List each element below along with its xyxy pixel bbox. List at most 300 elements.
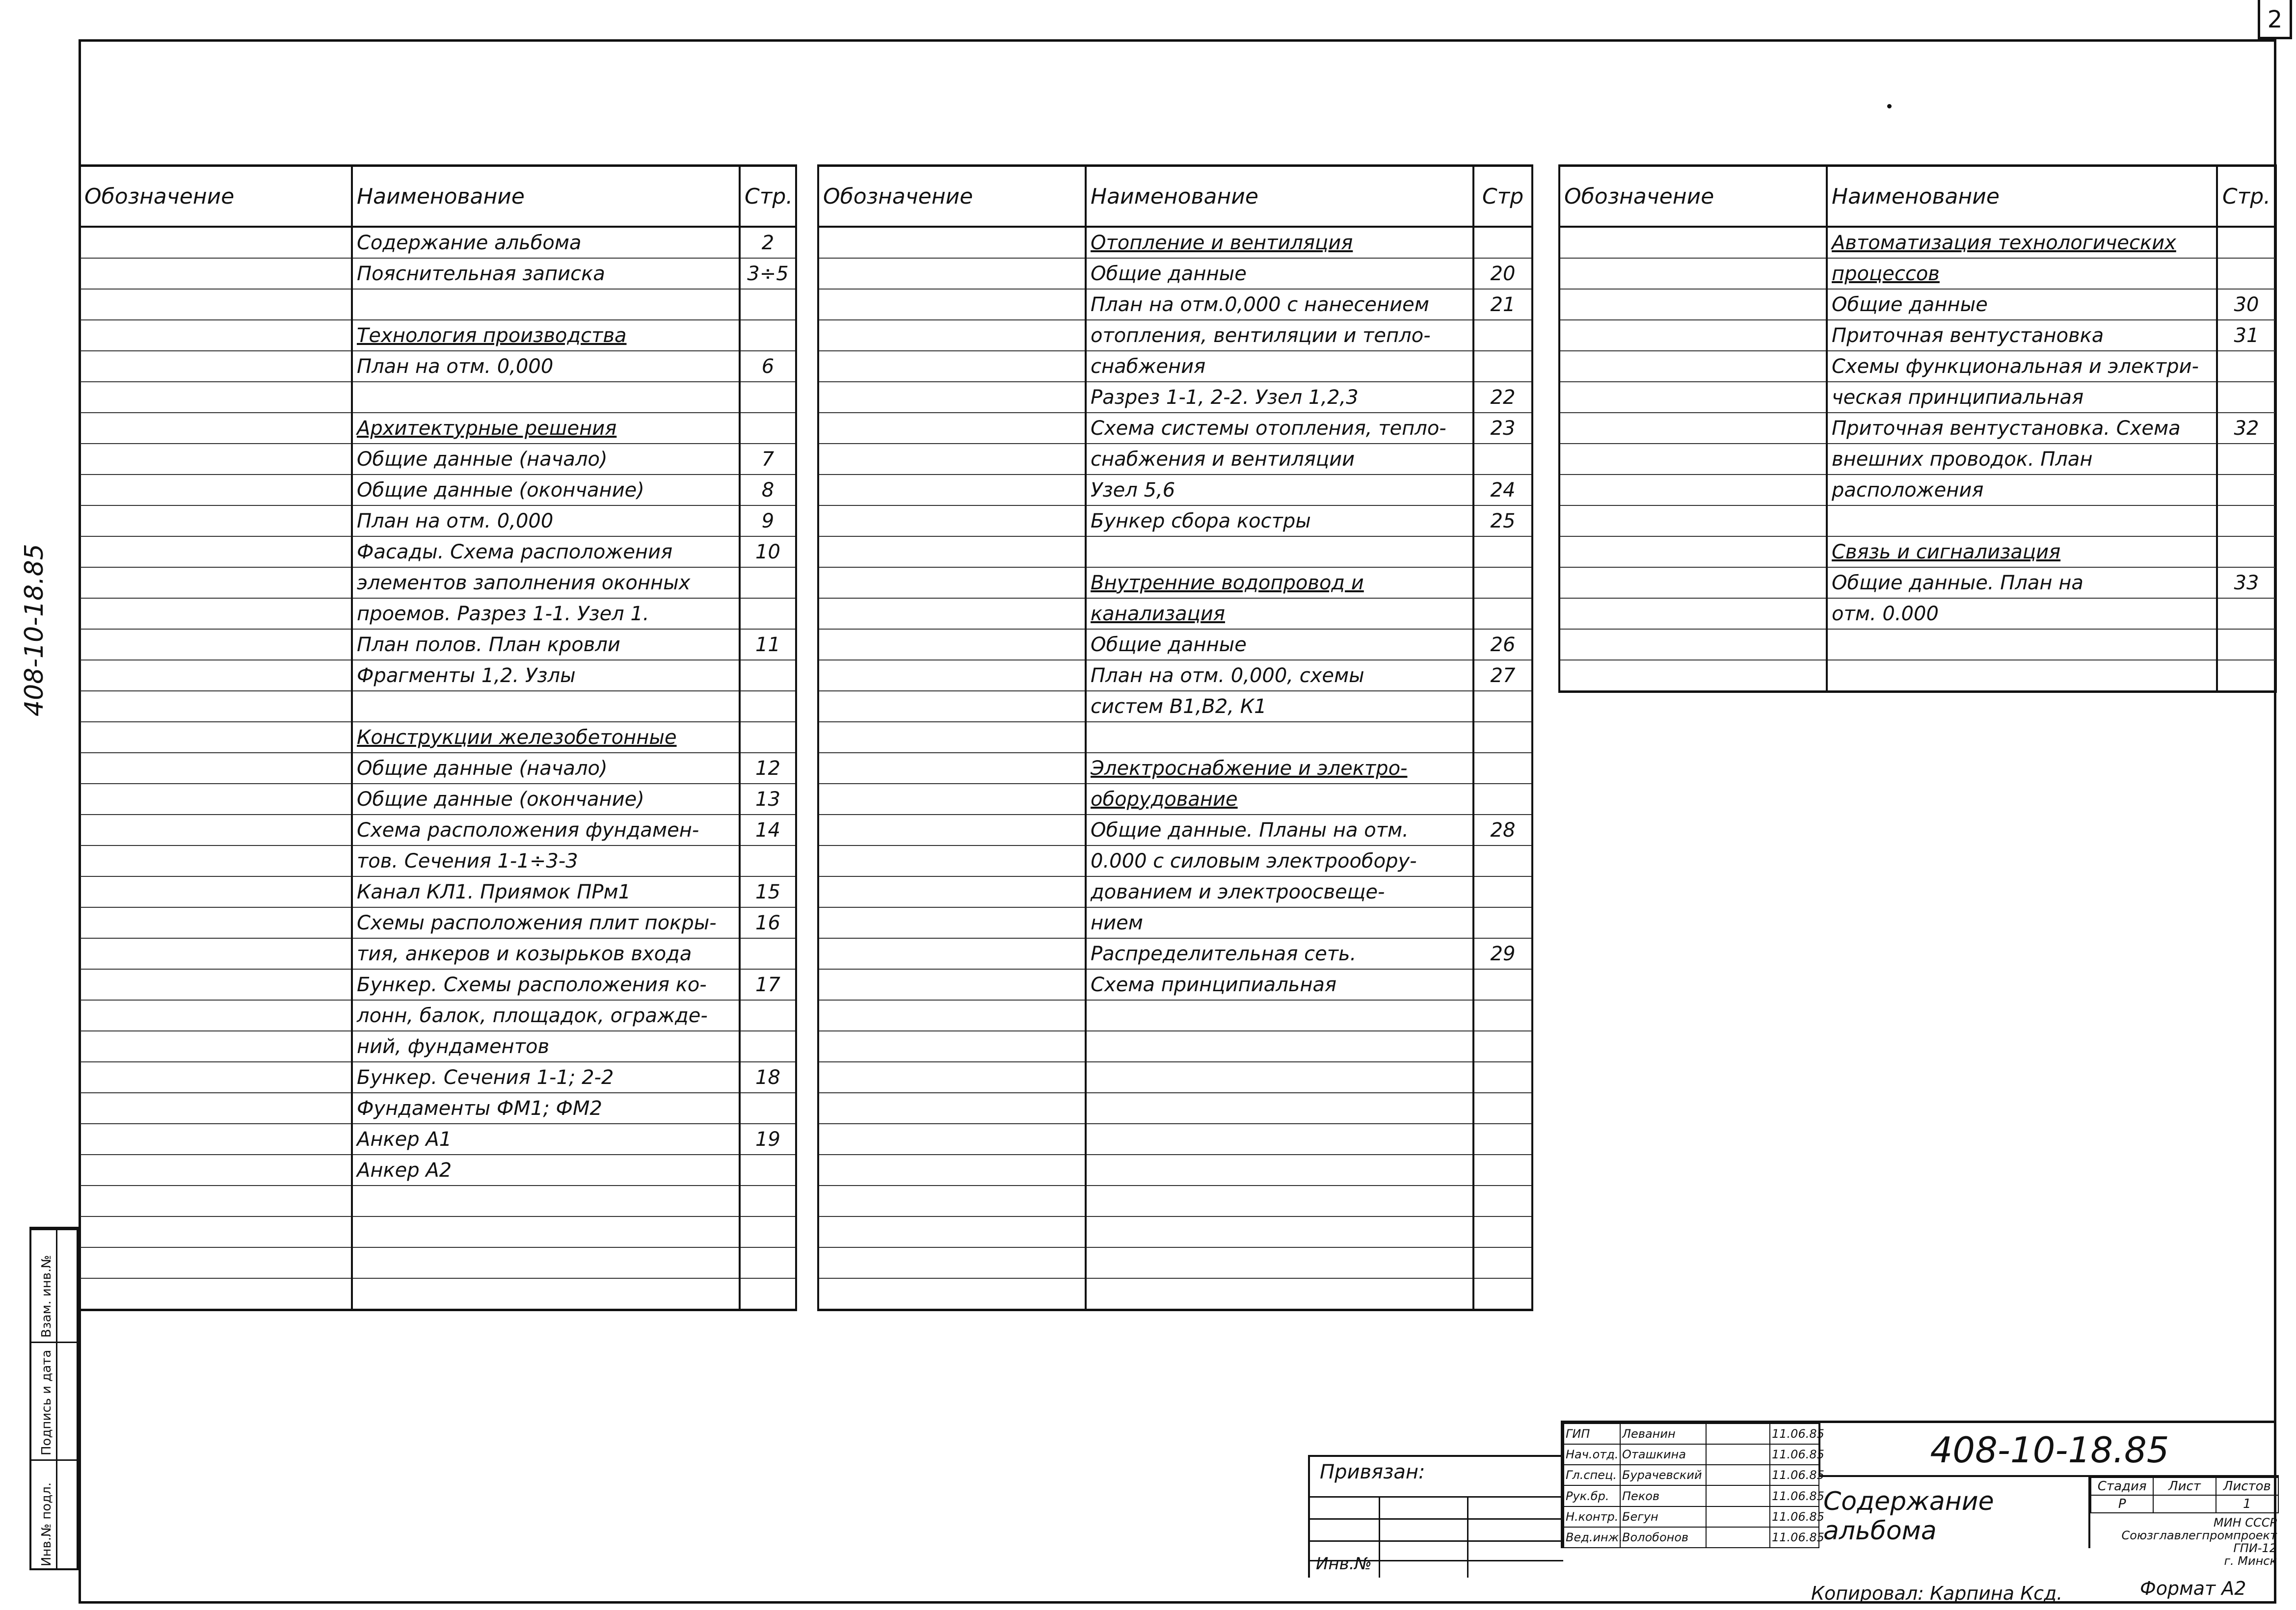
table-row (818, 413, 1532, 444)
designation-cell (1559, 444, 1827, 475)
sheet-value (2153, 1495, 2216, 1513)
signature-row (1564, 1485, 1819, 1506)
table-row (80, 1155, 796, 1186)
header-page: Стр. (2217, 166, 2276, 227)
table-row (80, 1062, 796, 1093)
name-cell: проемов. Разрез 1-1. Узел 1. (352, 598, 740, 629)
name-cell: Общие данные (1086, 629, 1473, 660)
signature-mark (1706, 1527, 1770, 1548)
table-row (818, 1124, 1532, 1155)
table-row (80, 1000, 796, 1031)
table-row (818, 1247, 1532, 1278)
designation-cell (818, 876, 1086, 907)
header-name: Наименование (1086, 166, 1473, 227)
name-cell: Узел 5,6 (1086, 475, 1473, 505)
page-cell (2217, 258, 2276, 289)
sheet-number: 2 (2258, 0, 2292, 39)
table-row (818, 907, 1532, 938)
table-row (80, 1247, 796, 1278)
document-title-line2: альбома (1823, 1516, 1937, 1546)
page-cell (1473, 1031, 1532, 1062)
privyazan-line (1310, 1496, 1563, 1498)
designation-cell (1559, 475, 1827, 505)
organization (2095, 1516, 2277, 1567)
table-row (818, 722, 1532, 753)
page-cell (740, 1031, 796, 1062)
page-cell (1473, 722, 1532, 753)
page-cell: 20 (1473, 258, 1532, 289)
signature-mark (1706, 1465, 1770, 1485)
table-row (1559, 351, 2276, 382)
page-cell: 29 (1473, 938, 1532, 969)
page-cell (740, 938, 796, 969)
table-row (818, 382, 1532, 413)
name-cell: Связь и сигнализация (1827, 536, 2217, 567)
table-row (80, 505, 796, 536)
header-page: Стр. (740, 166, 796, 227)
table-row (80, 289, 796, 320)
contents-table-3 (1558, 164, 2277, 693)
table-row (818, 1155, 1532, 1186)
table-row (80, 907, 796, 938)
sheets-value: 1 (2216, 1495, 2278, 1513)
name-cell (352, 1247, 740, 1278)
designation-cell (80, 938, 352, 969)
name-cell: расположения (1827, 475, 2217, 505)
signature-name: Бегун (1620, 1506, 1706, 1527)
page-cell (740, 289, 796, 320)
page-cell (740, 1000, 796, 1031)
page-cell (1473, 753, 1532, 784)
name-cell: снабжения (1086, 351, 1473, 382)
table-row (818, 1186, 1532, 1216)
name-cell: отм. 0.000 (1827, 598, 2217, 629)
designation-cell (818, 1278, 1086, 1310)
privyazan-col (1467, 1496, 1468, 1578)
org-line: Союзглавлегпромпроект (2121, 1529, 2277, 1542)
name-cell: канализация (1086, 598, 1473, 629)
stage-header: Стадия (2091, 1478, 2153, 1495)
page-cell (1473, 907, 1532, 938)
table-row (80, 475, 796, 505)
designation-cell (80, 258, 352, 289)
designation-cell (80, 691, 352, 722)
table-row (818, 475, 1532, 505)
page-cell (2217, 505, 2276, 536)
name-cell (1086, 1031, 1473, 1062)
name-cell: отопления, вентиляции и тепло- (1086, 320, 1473, 351)
name-cell (1827, 505, 2217, 536)
signature-date: 11.06.85 (1770, 1527, 1819, 1548)
privyazan-col (1379, 1496, 1380, 1578)
designation-cell (818, 475, 1086, 505)
designation-cell (818, 413, 1086, 444)
signature-name: Леванин (1620, 1424, 1706, 1444)
stamp-cell-inv (31, 1459, 77, 1570)
table-row (818, 845, 1532, 876)
signature-row (1564, 1465, 1819, 1485)
name-cell: Фасады. Схема расположения (352, 536, 740, 567)
signature-date: 11.06.85 (1770, 1444, 1819, 1465)
designation-cell (818, 258, 1086, 289)
designation-cell (818, 444, 1086, 475)
name-cell: снабжения и вентиляции (1086, 444, 1473, 475)
copied-by-label: Копировал: Карпина Ксд. (1811, 1583, 2063, 1604)
designation-cell (80, 1278, 352, 1310)
page-cell: 14 (740, 815, 796, 845)
designation-cell (818, 1031, 1086, 1062)
page-cell: 18 (740, 1062, 796, 1093)
inv-label: Инв.№ (1316, 1554, 1372, 1574)
name-cell: лонн, балок, площадок, огражде- (352, 1000, 740, 1031)
name-cell: Бункер. Схемы расположения ко- (352, 969, 740, 1000)
privyazan-label: Привязан: (1320, 1461, 1425, 1483)
page-cell: 30 (2217, 289, 2276, 320)
designation-cell (818, 227, 1086, 258)
designation-cell (80, 1124, 352, 1155)
name-cell (352, 691, 740, 722)
name-cell (1827, 629, 2217, 660)
designation-cell (1559, 598, 1827, 629)
designation-cell (1559, 258, 1827, 289)
designation-cell (80, 660, 352, 691)
table-row (818, 660, 1532, 691)
designation-cell (80, 969, 352, 1000)
table-row (1559, 567, 2276, 598)
stamp-label-replace: Взам. инв.№ (39, 1255, 54, 1338)
table-row (80, 1278, 796, 1310)
page-cell (2217, 475, 2276, 505)
table-row (818, 938, 1532, 969)
table-row (1559, 320, 2276, 351)
table-row (818, 1031, 1532, 1062)
designation-cell (80, 1062, 352, 1093)
name-cell: План полов. План кровли (352, 629, 740, 660)
table-row (1559, 289, 2276, 320)
designation-cell (80, 227, 352, 258)
name-cell: Конструкции железобетонные (352, 722, 740, 753)
table-row (818, 815, 1532, 845)
page-cell (2217, 444, 2276, 475)
sheets-header: Листов (2216, 1478, 2278, 1495)
table-row (818, 536, 1532, 567)
page-cell: 23 (1473, 413, 1532, 444)
name-cell: Схема расположения фундамен- (352, 815, 740, 845)
table-row (818, 629, 1532, 660)
table-row (80, 1124, 796, 1155)
name-cell (1086, 1062, 1473, 1093)
name-cell: План на отм. 0,000 (352, 351, 740, 382)
table-row (818, 227, 1532, 258)
page-cell (1473, 845, 1532, 876)
page-cell: 7 (740, 444, 796, 475)
privyazan-block (1308, 1455, 1563, 1578)
table-row (1559, 536, 2276, 567)
designation-cell (1559, 227, 1827, 258)
name-cell: Схема системы отопления, тепло- (1086, 413, 1473, 444)
designation-cell (80, 907, 352, 938)
designation-cell (80, 351, 352, 382)
ink-dot (1887, 104, 1892, 108)
name-cell (1086, 1000, 1473, 1031)
designation-cell (818, 351, 1086, 382)
table-row (1559, 660, 2276, 692)
designation-cell (80, 629, 352, 660)
page-cell (1473, 1155, 1532, 1186)
signature-row (1564, 1444, 1819, 1465)
table-row (1559, 629, 2276, 660)
org-line: г. Минск (2224, 1554, 2277, 1568)
designation-cell (80, 567, 352, 598)
name-cell: Бункер сбора костры (1086, 505, 1473, 536)
page-cell: 27 (1473, 660, 1532, 691)
page-cell (1473, 1216, 1532, 1247)
stamp-strip (29, 1227, 79, 1570)
table-row (1559, 227, 2276, 258)
name-cell: План на отм. 0,000 (352, 505, 740, 536)
name-cell: ний, фундаментов (352, 1031, 740, 1062)
designation-cell (80, 536, 352, 567)
table-row (80, 598, 796, 629)
page-cell (2217, 536, 2276, 567)
signature-date: 11.06.85 (1770, 1485, 1819, 1506)
page-cell (1473, 969, 1532, 1000)
page-cell: 31 (2217, 320, 2276, 351)
page-cell (2217, 351, 2276, 382)
table-row (818, 1062, 1532, 1093)
name-cell: Общие данные (1827, 289, 2217, 320)
name-cell (352, 1216, 740, 1247)
name-cell: процессов (1827, 258, 2217, 289)
name-cell: Общие данные. План на (1827, 567, 2217, 598)
designation-cell (818, 815, 1086, 845)
page-cell (740, 660, 796, 691)
table-row (818, 753, 1532, 784)
table-row (80, 876, 796, 907)
designation-cell (80, 1247, 352, 1278)
page-cell (740, 1093, 796, 1124)
name-cell: тия, анкеров и козырьков входа (352, 938, 740, 969)
table-row (818, 1216, 1532, 1247)
name-cell (1086, 1186, 1473, 1216)
designation-cell (818, 722, 1086, 753)
designation-cell (818, 598, 1086, 629)
table-row (818, 784, 1532, 815)
stamp-cell-replace (31, 1229, 77, 1342)
name-cell: Анкер А1 (352, 1124, 740, 1155)
table-row (1559, 258, 2276, 289)
signature-table (1563, 1423, 1824, 1548)
designation-cell (1559, 413, 1827, 444)
page-cell (2217, 629, 2276, 660)
designation-cell (1559, 629, 1827, 660)
page-cell: 17 (740, 969, 796, 1000)
title-block (1561, 1421, 2277, 1568)
designation-cell (818, 753, 1086, 784)
page-cell (1473, 1093, 1532, 1124)
signature-name: Оташкина (1620, 1444, 1706, 1465)
signature-name: Пеков (1620, 1485, 1706, 1506)
name-cell (352, 382, 740, 413)
name-cell: нием (1086, 907, 1473, 938)
page-cell (2217, 227, 2276, 258)
stamp-cell-sign (31, 1342, 77, 1459)
page-cell (740, 382, 796, 413)
page-cell (1473, 444, 1532, 475)
table-row (1559, 382, 2276, 413)
page-cell (2217, 598, 2276, 629)
page-cell (1473, 1124, 1532, 1155)
designation-cell (818, 784, 1086, 815)
org-line: ГПИ-12 (2233, 1541, 2277, 1555)
name-cell: Канал КЛ1. Приямок ПРм1 (352, 876, 740, 907)
page-cell (1473, 227, 1532, 258)
header-name: Наименование (1827, 166, 2217, 227)
designation-cell (80, 784, 352, 815)
contents-table-2 (817, 164, 1533, 1311)
page-cell (1473, 1000, 1532, 1031)
name-cell (1086, 1093, 1473, 1124)
table-row (80, 1186, 796, 1216)
side-code: 408-10-18.85 (20, 544, 49, 716)
page-cell (2217, 382, 2276, 413)
name-cell: Общие данные (начало) (352, 444, 740, 475)
name-cell (1086, 1216, 1473, 1247)
table-row (818, 691, 1532, 722)
header-designation: Обозначение (818, 166, 1086, 227)
page-cell (740, 413, 796, 444)
name-cell: систем В1,В2, К1 (1086, 691, 1473, 722)
signature-date: 11.06.85 (1770, 1424, 1819, 1444)
designation-cell (818, 1216, 1086, 1247)
signature-row (1564, 1506, 1819, 1527)
page-cell (1473, 1247, 1532, 1278)
table-row (80, 227, 796, 258)
header-designation: Обозначение (80, 166, 352, 227)
page-cell (1473, 567, 1532, 598)
page-cell (740, 567, 796, 598)
table-row (80, 258, 796, 289)
designation-cell (80, 382, 352, 413)
name-cell: Внутренние водопровод и (1086, 567, 1473, 598)
designation-cell (818, 969, 1086, 1000)
signature-role: Рук.бр. (1564, 1485, 1620, 1506)
name-cell: 0.000 с силовым электрообору- (1086, 845, 1473, 876)
signature-row (1564, 1424, 1819, 1444)
name-cell: План на отм. 0,000, схемы (1086, 660, 1473, 691)
name-cell (1086, 1278, 1473, 1310)
table-row (80, 444, 796, 475)
name-cell: внешних проводок. План (1827, 444, 2217, 475)
signature-role: Н.контр. (1564, 1506, 1620, 1527)
table-row (818, 351, 1532, 382)
name-cell (1086, 536, 1473, 567)
table-row (80, 1093, 796, 1124)
designation-cell (818, 907, 1086, 938)
page-cell: 2 (740, 227, 796, 258)
page-cell: 24 (1473, 475, 1532, 505)
table-row (80, 938, 796, 969)
stamp-label-inv: Инв.№ подл. (39, 1482, 54, 1566)
table-row (80, 815, 796, 845)
page-cell (740, 722, 796, 753)
name-cell: Схема принципиальная (1086, 969, 1473, 1000)
table-row (80, 351, 796, 382)
page-cell (740, 845, 796, 876)
table-row (818, 1278, 1532, 1310)
designation-cell (818, 691, 1086, 722)
page-cell: 33 (2217, 567, 2276, 598)
name-cell: Схемы расположения плит покры- (352, 907, 740, 938)
name-cell: элементов заполнения оконных (352, 567, 740, 598)
designation-cell (818, 1093, 1086, 1124)
designation-cell (80, 722, 352, 753)
designation-cell (1559, 660, 1827, 692)
name-cell (1086, 1247, 1473, 1278)
designation-cell (1559, 351, 1827, 382)
designation-cell (80, 320, 352, 351)
header-name: Наименование (352, 166, 740, 227)
name-cell (352, 289, 740, 320)
page-cell (1473, 320, 1532, 351)
page-cell (1473, 1186, 1532, 1216)
designation-cell (818, 1186, 1086, 1216)
name-cell (1086, 1124, 1473, 1155)
signature-mark (1706, 1506, 1770, 1527)
page-cell (1473, 1062, 1532, 1093)
page-cell (1473, 691, 1532, 722)
table-row (818, 289, 1532, 320)
page-cell: 10 (740, 536, 796, 567)
designation-cell (80, 1093, 352, 1124)
signature-name: Волобонов (1620, 1527, 1706, 1548)
table-row (80, 536, 796, 567)
page-cell (2217, 660, 2276, 692)
designation-cell (818, 567, 1086, 598)
page-cell (1473, 598, 1532, 629)
table-row (80, 382, 796, 413)
page-cell (1473, 351, 1532, 382)
page-cell (1473, 536, 1532, 567)
designation-cell (80, 1031, 352, 1062)
name-cell: Общие данные (начало) (352, 753, 740, 784)
designation-cell (1559, 382, 1827, 413)
signature-role: Нач.отд. (1564, 1444, 1620, 1465)
designation-cell (818, 505, 1086, 536)
document-code: 408-10-18.85 (1818, 1423, 2279, 1477)
table-row (80, 845, 796, 876)
table-row (80, 1031, 796, 1062)
page-cell (740, 598, 796, 629)
table-row (80, 691, 796, 722)
name-cell: Фундаменты ФМ1; ФМ2 (352, 1093, 740, 1124)
table-row (1559, 444, 2276, 475)
stamp-label-sign: Подпись и дата (39, 1349, 54, 1455)
designation-cell (80, 876, 352, 907)
designation-cell (80, 845, 352, 876)
designation-cell (80, 753, 352, 784)
designation-cell (80, 444, 352, 475)
name-cell (1086, 1155, 1473, 1186)
name-cell: Архитектурные решения (352, 413, 740, 444)
table-row (80, 629, 796, 660)
stage-box (2088, 1477, 2279, 1568)
table-row (1559, 475, 2276, 505)
name-cell: Разрез 1-1, 2-2. Узел 1,2,3 (1086, 382, 1473, 413)
signature-mark (1706, 1485, 1770, 1506)
designation-cell (818, 1155, 1086, 1186)
designation-cell (818, 289, 1086, 320)
